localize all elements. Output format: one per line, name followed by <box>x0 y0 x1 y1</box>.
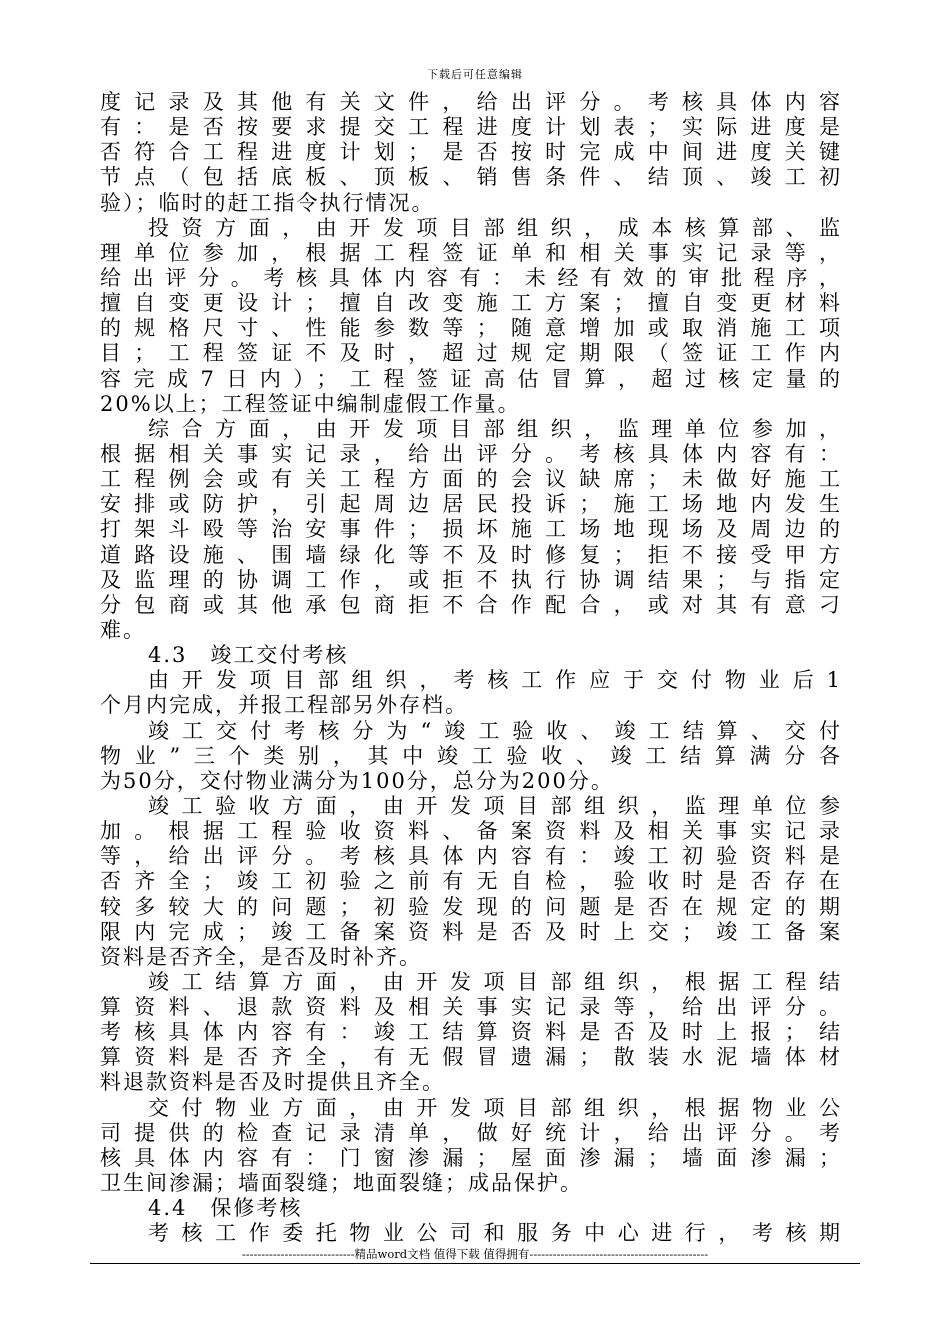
paragraph-start-line: 投资方面，由开发项目部组织，成本核算部、监 <box>148 215 842 240</box>
paragraph-start-line: 竣工结算方面，由开发项目部组织，根据工程结 <box>148 969 842 994</box>
text-line: 目；工程签证不及时，超过规定期限（签证工作内 <box>100 341 842 366</box>
paragraph-start-line: 交付物业方面，由开发项目部组织，根据物业公 <box>148 1095 842 1120</box>
text-line: 算资料、退款资料及相关事实记录等，给出评分。 <box>100 995 842 1020</box>
text-line: 安排或防护，引起周边居民投诉；施工场地内发生 <box>100 492 842 517</box>
text-line: 道路设施、围墙绿化等不及时修复；拒不接受甲方 <box>100 542 842 567</box>
paragraph-start-line: 竣工交付考核分为“竣工验收、竣工结算、交付 <box>148 718 842 743</box>
text-line: 否齐全；竣工初验之前有无自检，验收时是否存在 <box>100 869 842 894</box>
text-line: 验）；临时的赶工指令执行情况。 <box>100 190 435 215</box>
text-line: 物业”三个类别，其中竣工验收、竣工结算满分各 <box>100 743 842 768</box>
text-line: 等，给出评分。考核具体内容有：竣工初验资料是 <box>100 844 842 869</box>
page-footer: -----------------------------精品word文档 值得下载 值得拥有---------------------------------------------- <box>241 1247 709 1261</box>
text-line: 的规格尺寸、性能参数等；随意增加或取消施工项 <box>100 316 842 341</box>
text-line: 个月内完成，并报工程部另外存档。 <box>100 693 468 718</box>
page-header: 下载后可任意编辑 <box>427 68 523 81</box>
paragraph-start-line: 综合方面，由开发项目部组织，监理单位参加， <box>148 416 842 441</box>
text-line: 加。根据工程验收资料、备案资料及相关事实记录 <box>100 819 842 844</box>
footer-divider <box>90 1263 860 1264</box>
paragraph-start-line: 考核工作委托物业公司和服务中心进行，考核期 <box>148 1221 842 1246</box>
text-line: 资料是否齐全，是否及时补齐。 <box>100 944 422 969</box>
text-line: 及监理的协调工作，或拒不执行协调结果；与指定 <box>100 567 842 592</box>
text-line: 核具体内容有：门窗渗漏；屋面渗漏；墙面渗漏； <box>100 1145 842 1170</box>
text-line: 算资料是否齐全，有无假冒遗漏；散装水泥墙体材 <box>100 1045 842 1070</box>
text-line: 20%以上；工程签证中编制虚假工作量。 <box>100 391 521 416</box>
text-line: 擅自变更设计；擅自改变施工方案；擅自变更材料 <box>100 291 842 316</box>
paragraph-start-line: 由开发项目部组织，考核工作应于交付物业后1 <box>148 668 842 693</box>
document-body <box>100 90 842 1246</box>
text-line: 分包商或其他承包商拒不合作配合，或对其有意刁 <box>100 592 842 617</box>
text-line: 打架斗殴等治安事件；损坏施工场地现场及周边的 <box>100 517 842 542</box>
text-line: 工程例会或有关工程方面的会议缺席；未做好施工 <box>100 467 842 492</box>
paragraph-start-line: 竣工验收方面，由开发项目部组织，监理单位参 <box>148 793 842 818</box>
text-line: 理单位参加，根据工程签证单和相关事实记录等， <box>100 240 842 265</box>
text-line: 给出评分。考核具体内容有：未经有效的审批程序， <box>100 265 842 290</box>
text-line: 较多较大的问题；初验发现的问题是否在规定的期 <box>100 894 842 919</box>
text-line: 有：是否按要求提交工程进度计划表；实际进度是 <box>100 115 842 140</box>
text-line: 难。 <box>100 617 146 642</box>
section-heading-4-4: 4.4 保修考核 <box>148 1196 303 1221</box>
text-line: 容完成7日内）；工程签证高估冒算，超过核定量的 <box>100 366 842 391</box>
text-line: 卫生间渗漏；墙面裂缝；地面裂缝；成品保护。 <box>100 1171 583 1196</box>
text-line: 度记录及其他有关文件，给出评分。考核具体内容 <box>100 90 842 114</box>
text-line: 根据相关事实记录，给出评分。考核具体内容有： <box>100 441 842 466</box>
text-line: 否符合工程进度计划；是否按时完成中间进度关键 <box>100 140 842 165</box>
section-heading-4-3: 4.3 竣工交付考核 <box>148 643 349 668</box>
text-line: 为50分，交付物业满分为100分，总分为200分。 <box>100 768 614 793</box>
text-line: 料退款资料是否及时提供且齐全。 <box>100 1070 445 1095</box>
text-line: 司提供的检查记录清单，做好统计，给出评分。考 <box>100 1120 842 1145</box>
text-line: 节点（包括底板、顶板、销售条件、结顶、竣工初 <box>100 165 842 190</box>
text-line: 考核具体内容有：竣工结算资料是否及时上报；结 <box>100 1020 842 1045</box>
text-line: 限内完成；竣工备案资料是否及时上交；竣工备案 <box>100 919 842 944</box>
